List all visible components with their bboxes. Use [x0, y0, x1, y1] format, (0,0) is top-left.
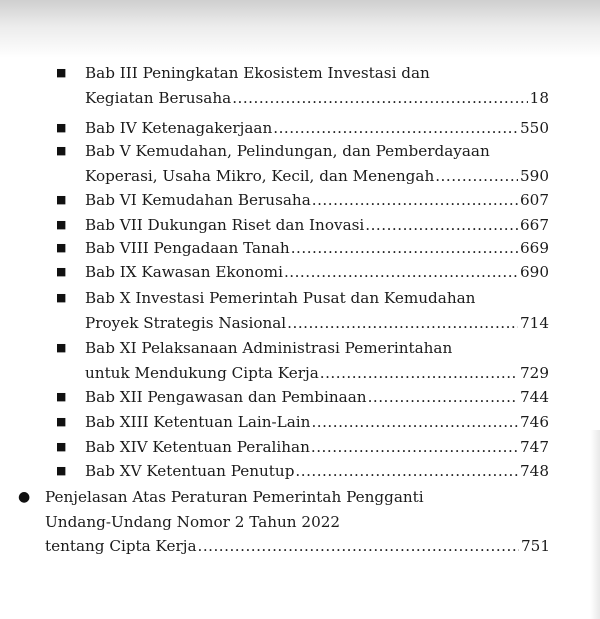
toc-entry-title-line: Bab XIII Ketentuan Lain-Lain [85, 413, 311, 431]
bullet-square-icon: ■ [56, 341, 67, 354]
toc-entry-title-line: untuk Mendukung Cipta Kerja [85, 363, 319, 382]
bullet-dot-icon: ● [18, 489, 31, 505]
toc-page-number: 669 [520, 239, 549, 257]
toc-page-number: 607 [520, 191, 549, 209]
toc-entry-title-line: Bab XI Pelaksanaan Administrasi Pemerintahan [85, 339, 453, 357]
toc-page-number: 747 [520, 438, 549, 456]
bullet-square-icon: ■ [56, 241, 67, 254]
bullet-square-icon: ■ [56, 265, 67, 278]
toc-entry-title-line: Bab XII Pengawasan dan Pembinaan [85, 388, 367, 406]
toc-entry-bab-8[interactable] [85, 236, 549, 261]
toc-entry-bab-5[interactable] [85, 139, 549, 188]
toc-entry-title-line: Bab XV Ketentuan Penutup [85, 462, 295, 480]
toc-page-number: 748 [520, 462, 549, 480]
toc-entry-bab-9[interactable] [85, 260, 549, 285]
toc-entry-title-line: Koperasi, Usaha Mikro, Kecil, dan Menengah [85, 166, 435, 185]
toc-page-number: 746 [520, 413, 549, 431]
dot-leader [232, 86, 527, 111]
toc-entry-title-line: Bab III Peningkatan Ekosistem Investasi dan [85, 64, 430, 82]
toc-entry-penjelasan[interactable] [45, 485, 550, 559]
toc-page-number: 590 [520, 166, 549, 185]
bullet-square-icon: ■ [56, 415, 67, 428]
bullet-square-icon: ■ [56, 440, 67, 453]
toc-entry-title-line: Bab VI Kemudahan Berusaha [85, 191, 311, 209]
toc-entry-bab-3[interactable] [85, 61, 549, 110]
toc-entry-title-line: Bab X Investasi Pemerintah Pusat dan Kemudahan [85, 289, 476, 307]
toc-entry-title-line: Bab V Kemudahan, Pelindungan, dan Pemberdayaan [85, 142, 490, 160]
toc-entry-bab-10[interactable] [85, 286, 549, 335]
toc-page-number: 744 [520, 388, 549, 406]
bullet-square-icon: ■ [56, 464, 67, 477]
toc-page-number: 690 [520, 263, 549, 281]
toc-entry-title-line: Penjelasan Atas Peraturan Pemerintah Pengganti [45, 488, 424, 506]
bullet-square-icon: ■ [56, 144, 67, 157]
page-top-shadow [0, 0, 600, 58]
dot-leader [287, 311, 518, 336]
toc-page-number: 667 [520, 216, 549, 234]
toc-page-number: 18 [529, 88, 549, 107]
toc-entry-title-line: Bab VII Dukungan Riset dan Inovasi [85, 216, 365, 234]
dot-leader [311, 410, 518, 435]
dot-leader [312, 188, 518, 213]
dot-leader [311, 435, 518, 460]
toc-entry-bab-14[interactable] [85, 435, 549, 460]
dot-leader [295, 459, 518, 484]
bullet-square-icon: ■ [56, 121, 67, 134]
toc-entry-title-line: Proyek Strategis Nasional [85, 313, 287, 332]
toc-entry-bab-7[interactable] [85, 213, 549, 238]
toc-entry-title-line: Bab IX Kawasan Ekonomi [85, 263, 283, 281]
bullet-square-icon: ■ [56, 218, 67, 231]
toc-entry-title-line: Bab VIII Pengadaan Tanah [85, 239, 290, 257]
dot-leader [273, 116, 518, 141]
toc-entry-bab-11[interactable] [85, 336, 549, 385]
dot-leader [320, 361, 518, 386]
toc-page-number: 550 [520, 119, 549, 137]
toc-entry-bab-12[interactable] [85, 385, 549, 410]
toc-entry-title-line: tentang Cipta Kerja [45, 537, 197, 556]
dot-leader [198, 534, 520, 559]
toc-page-number: 751 [521, 537, 550, 556]
bullet-square-icon: ■ [56, 193, 67, 206]
dot-leader [284, 260, 518, 285]
bullet-square-icon: ■ [56, 390, 67, 403]
toc-entry-bab-6[interactable] [85, 188, 549, 213]
dot-leader [368, 385, 518, 410]
toc-entry-title-line: Kegiatan Berusaha [85, 88, 232, 107]
toc-entry-title-line: Undang-Undang Nomor 2 Tahun 2022 [45, 512, 341, 531]
toc-entry-bab-15[interactable] [85, 459, 549, 484]
bullet-square-icon: ■ [56, 66, 67, 79]
toc-entry-title-line: Bab XIV Ketentuan Peralihan [85, 438, 310, 456]
toc-entry-bab-4[interactable] [85, 116, 549, 141]
dot-leader [291, 236, 518, 261]
toc-page-number: 714 [520, 313, 549, 332]
toc-page-number: 729 [520, 363, 549, 382]
bullet-square-icon: ■ [56, 291, 67, 304]
dot-leader [365, 213, 518, 238]
toc-entry-title-line: Bab IV Ketenagakerjaan [85, 119, 273, 137]
dot-leader [435, 164, 518, 189]
page-edge-shadow [590, 430, 600, 619]
toc-entry-bab-13[interactable] [85, 410, 549, 435]
